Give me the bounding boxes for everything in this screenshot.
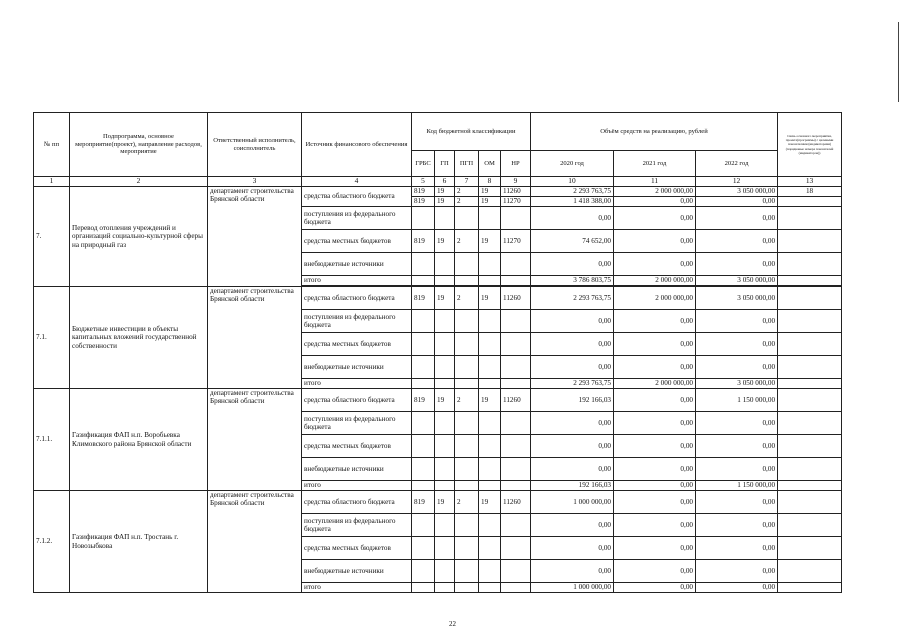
pgp-cell: 2 — [455, 197, 479, 207]
table-row — [34, 187, 842, 197]
om-cell — [479, 253, 501, 276]
indicator-link-empty — [778, 481, 842, 491]
om-cell — [479, 583, 501, 593]
amount-2022: 3 050 000,00 — [696, 276, 778, 286]
amount-2021: 0,00 — [614, 537, 696, 560]
om-cell — [479, 276, 501, 286]
header-executor: Ответственный исполнитель, соисполнитель — [208, 113, 302, 177]
amount-2021: 0,00 — [614, 310, 696, 333]
np-cell — [501, 583, 531, 593]
page-number: 22 — [449, 620, 456, 628]
np-cell: 11260 — [501, 287, 531, 310]
amount-2022: 0,00 — [696, 412, 778, 435]
amount-2021: 2 000 000,00 — [614, 287, 696, 310]
col-number: 4 — [302, 177, 412, 187]
col-number: 12 — [696, 177, 778, 187]
source-cell: поступления из федерального бюджета — [302, 412, 412, 435]
amount-2020: 0,00 — [531, 253, 614, 276]
np-cell — [501, 207, 531, 230]
grbs-cell: 819 — [412, 491, 435, 514]
col-number: 1 — [34, 177, 70, 187]
indicator-link-empty — [778, 379, 842, 389]
source-cell: внебюджетные источники — [302, 253, 412, 276]
om-cell — [479, 356, 501, 379]
amount-2020: 0,00 — [531, 310, 614, 333]
pgp-cell — [455, 356, 479, 379]
indicator-link-empty — [778, 207, 842, 230]
source-cell: внебюджетные источники — [302, 560, 412, 583]
amount-2022: 0,00 — [696, 253, 778, 276]
amount-2022: 0,00 — [696, 435, 778, 458]
grbs-cell — [412, 583, 435, 593]
source-cell: итого — [302, 481, 412, 491]
source-cell: средства областного бюджета — [302, 389, 412, 412]
amount-2021: 2 000 000,00 — [614, 379, 696, 389]
pgp-cell: 2 — [455, 491, 479, 514]
om-cell — [479, 435, 501, 458]
source-cell: средства местных бюджетов — [302, 333, 412, 356]
pgp-cell: 2 — [455, 230, 479, 253]
amount-2020: 0,00 — [531, 356, 614, 379]
gp-cell — [435, 560, 455, 583]
om-cell: 19 — [479, 197, 501, 207]
amount-2022: 0,00 — [696, 356, 778, 379]
grbs-cell — [412, 514, 435, 537]
om-cell — [479, 560, 501, 583]
grbs-cell: 819 — [412, 187, 435, 197]
item-number: 7.1. — [34, 287, 70, 389]
item-executor: департамент строительства Брянской области — [208, 491, 302, 593]
pgp-cell — [455, 412, 479, 435]
amount-2022: 3 050 000,00 — [696, 379, 778, 389]
pgp-cell — [455, 253, 479, 276]
header-np: НР — [501, 151, 531, 177]
om-cell: 19 — [479, 230, 501, 253]
column-number-row — [34, 177, 842, 187]
source-cell: средства областного бюджета — [302, 187, 412, 207]
indicator-link-empty — [778, 197, 842, 207]
om-cell: 19 — [479, 287, 501, 310]
amount-2022: 3 050 000,00 — [696, 287, 778, 310]
gp-cell — [435, 458, 455, 481]
om-cell — [479, 481, 501, 491]
pgp-cell — [455, 310, 479, 333]
grbs-cell — [412, 435, 435, 458]
np-cell — [501, 379, 531, 389]
col-number: 8 — [479, 177, 501, 187]
gp-cell — [435, 333, 455, 356]
source-cell: итого — [302, 379, 412, 389]
pgp-cell — [455, 537, 479, 560]
indicator-link-empty — [778, 276, 842, 286]
item-executor: департамент строительства Брянской области — [208, 389, 302, 491]
pgp-cell: 2 — [455, 187, 479, 197]
grbs-cell — [412, 481, 435, 491]
indicator-link-empty — [778, 514, 842, 537]
header-2021: 2021 год — [614, 151, 696, 177]
np-cell — [501, 333, 531, 356]
amount-2020: 1 000 000,00 — [531, 583, 614, 593]
pgp-cell — [455, 514, 479, 537]
header-om: ОМ — [479, 151, 501, 177]
amount-2021: 0,00 — [614, 458, 696, 481]
amount-2020: 0,00 — [531, 537, 614, 560]
pgp-cell — [455, 276, 479, 286]
grbs-cell: 819 — [412, 230, 435, 253]
header-budget-code: Код бюджетной классификации — [412, 113, 531, 151]
indicator-link-empty — [778, 333, 842, 356]
amount-2020: 2 293 763,75 — [531, 379, 614, 389]
om-cell — [479, 379, 501, 389]
pgp-cell — [455, 435, 479, 458]
header-program: Подпрограмма, основное мероприятие(проект), направление расходов, мероприятие — [70, 113, 208, 177]
grbs-cell — [412, 537, 435, 560]
amount-2022: 0,00 — [696, 583, 778, 593]
om-cell — [479, 537, 501, 560]
budget-table-container — [33, 112, 842, 593]
table-row — [34, 491, 842, 514]
gp-cell — [435, 435, 455, 458]
indicator-link-empty — [778, 560, 842, 583]
grbs-cell: 819 — [412, 287, 435, 310]
pgp-cell — [455, 481, 479, 491]
item-name: Газификация ФАП н.п. Тростань г. Новозыбкова — [70, 491, 208, 593]
page-edge-line — [898, 22, 899, 102]
source-cell: средства местных бюджетов — [302, 230, 412, 253]
amount-2020: 0,00 — [531, 435, 614, 458]
amount-2020: 1 418 388,00 — [531, 197, 614, 207]
amount-2021: 0,00 — [614, 481, 696, 491]
np-cell — [501, 276, 531, 286]
np-cell — [501, 310, 531, 333]
header-2020: 2020 год — [531, 151, 614, 177]
gp-cell — [435, 207, 455, 230]
om-cell — [479, 514, 501, 537]
amount-2020: 192 166,03 — [531, 481, 614, 491]
gp-cell — [435, 310, 455, 333]
header-source: Источник финансового обеспечения — [302, 113, 412, 177]
pgp-cell: 2 — [455, 389, 479, 412]
indicator-link-empty — [778, 435, 842, 458]
pgp-cell — [455, 333, 479, 356]
col-number: 6 — [435, 177, 455, 187]
indicator-link-empty — [778, 287, 842, 310]
col-number: 11 — [614, 177, 696, 187]
pgp-cell — [455, 207, 479, 230]
item-executor: департамент строительства Брянской области — [208, 187, 302, 287]
source-cell: внебюджетные источники — [302, 356, 412, 379]
indicator-link-empty — [778, 458, 842, 481]
om-cell: 19 — [479, 389, 501, 412]
amount-2022: 1 150 000,00 — [696, 389, 778, 412]
amount-2021: 0,00 — [614, 333, 696, 356]
item-number: 7.1.1. — [34, 389, 70, 491]
om-cell — [479, 412, 501, 435]
amount-2020: 0,00 — [531, 412, 614, 435]
pgp-cell — [455, 583, 479, 593]
amount-2020: 74 652,00 — [531, 230, 614, 253]
amount-2020: 2 293 763,75 — [531, 287, 614, 310]
item-number: 7.1.2. — [34, 491, 70, 593]
np-cell — [501, 253, 531, 276]
col-number: 3 — [208, 177, 302, 187]
item-name: Бюджетные инвестиции в объекты капитальных вложений государственной собственности — [70, 287, 208, 389]
gp-cell — [435, 412, 455, 435]
gp-cell: 19 — [435, 187, 455, 197]
indicator-link-empty — [778, 230, 842, 253]
indicator-link-empty — [778, 583, 842, 593]
amount-2021: 2 000 000,00 — [614, 187, 696, 197]
gp-cell: 19 — [435, 491, 455, 514]
header-grbs: ГРБС — [412, 151, 435, 177]
amount-2021: 0,00 — [614, 412, 696, 435]
grbs-cell — [412, 253, 435, 276]
amount-2020: 192 166,03 — [531, 389, 614, 412]
amount-2022: 0,00 — [696, 197, 778, 207]
np-cell: 11270 — [501, 230, 531, 253]
grbs-cell — [412, 458, 435, 481]
om-cell — [479, 458, 501, 481]
source-cell: поступления из федерального бюджета — [302, 207, 412, 230]
amount-2021: 0,00 — [614, 435, 696, 458]
np-cell: 11260 — [501, 389, 531, 412]
amount-2021: 0,00 — [614, 207, 696, 230]
amount-2021: 0,00 — [614, 491, 696, 514]
header-link: Связь основного мероприятия, проекта(программы) с целевыми показателями (индикаторами) (порядковые номера показателей (индикаторов)) — [778, 113, 842, 177]
gp-cell — [435, 481, 455, 491]
source-cell: средства областного бюджета — [302, 491, 412, 514]
source-cell: поступления из федерального бюджета — [302, 310, 412, 333]
pgp-cell — [455, 458, 479, 481]
indicator-link-empty — [778, 253, 842, 276]
amount-2021: 0,00 — [614, 583, 696, 593]
indicator-link-empty — [778, 537, 842, 560]
col-number: 10 — [531, 177, 614, 187]
amount-2020: 0,00 — [531, 560, 614, 583]
amount-2020: 0,00 — [531, 333, 614, 356]
om-cell — [479, 207, 501, 230]
header-2022: 2022 год — [696, 151, 778, 177]
amount-2022: 0,00 — [696, 537, 778, 560]
header-gp: ГП — [435, 151, 455, 177]
gp-cell — [435, 583, 455, 593]
table-row — [34, 389, 842, 412]
gp-cell — [435, 514, 455, 537]
grbs-cell — [412, 276, 435, 286]
gp-cell — [435, 276, 455, 286]
source-cell: средства местных бюджетов — [302, 435, 412, 458]
gp-cell — [435, 253, 455, 276]
indicator-link-empty — [778, 310, 842, 333]
grbs-cell — [412, 379, 435, 389]
grbs-cell — [412, 356, 435, 379]
source-cell: поступления из федерального бюджета — [302, 514, 412, 537]
om-cell: 19 — [479, 491, 501, 514]
amount-2022: 1 150 000,00 — [696, 481, 778, 491]
amount-2022: 0,00 — [696, 230, 778, 253]
np-cell: 11260 — [501, 491, 531, 514]
amount-2021: 0,00 — [614, 514, 696, 537]
pgp-cell — [455, 379, 479, 389]
col-number: 5 — [412, 177, 435, 187]
amount-2021: 0,00 — [614, 389, 696, 412]
indicator-link-empty — [778, 412, 842, 435]
indicator-link-empty — [778, 491, 842, 514]
source-cell: внебюджетные источники — [302, 458, 412, 481]
indicator-link-empty — [778, 356, 842, 379]
np-cell — [501, 537, 531, 560]
amount-2020: 0,00 — [531, 207, 614, 230]
amount-2020: 0,00 — [531, 458, 614, 481]
amount-2022: 0,00 — [696, 207, 778, 230]
col-number: 2 — [70, 177, 208, 187]
header-num: № пп — [34, 113, 70, 177]
amount-2022: 0,00 — [696, 333, 778, 356]
amount-2022: 0,00 — [696, 514, 778, 537]
indicator-link: 18 — [778, 187, 842, 197]
grbs-cell: 819 — [412, 389, 435, 412]
grbs-cell — [412, 310, 435, 333]
gp-cell — [435, 379, 455, 389]
item-executor: департамент строительства Брянской области — [208, 287, 302, 389]
np-cell — [501, 481, 531, 491]
om-cell: 19 — [479, 187, 501, 197]
table-row — [34, 287, 842, 310]
np-cell — [501, 514, 531, 537]
np-cell — [501, 435, 531, 458]
amount-2022: 3 050 000,00 — [696, 187, 778, 197]
np-cell — [501, 458, 531, 481]
amount-2022: 0,00 — [696, 491, 778, 514]
np-cell: 11270 — [501, 197, 531, 207]
amount-2021: 0,00 — [614, 197, 696, 207]
gp-cell — [435, 537, 455, 560]
pgp-cell: 2 — [455, 287, 479, 310]
amount-2021: 0,00 — [614, 560, 696, 583]
budget-table — [33, 112, 842, 593]
indicator-link-empty — [778, 389, 842, 412]
grbs-cell — [412, 412, 435, 435]
gp-cell: 19 — [435, 287, 455, 310]
grbs-cell — [412, 333, 435, 356]
grbs-cell: 819 — [412, 197, 435, 207]
np-cell — [501, 560, 531, 583]
om-cell — [479, 310, 501, 333]
col-number: 13 — [778, 177, 842, 187]
amount-2020: 0,00 — [531, 514, 614, 537]
amount-2020: 1 000 000,00 — [531, 491, 614, 514]
source-cell: итого — [302, 583, 412, 593]
grbs-cell — [412, 560, 435, 583]
header-pgp: ПГП — [455, 151, 479, 177]
amount-2021: 0,00 — [614, 253, 696, 276]
source-cell: средства областного бюджета — [302, 287, 412, 310]
col-number: 7 — [455, 177, 479, 187]
amount-2022: 0,00 — [696, 458, 778, 481]
amount-2021: 2 000 000,00 — [614, 276, 696, 286]
amount-2021: 0,00 — [614, 356, 696, 379]
col-number: 9 — [501, 177, 531, 187]
gp-cell — [435, 356, 455, 379]
item-number: 7. — [34, 187, 70, 287]
amount-2022: 0,00 — [696, 560, 778, 583]
source-cell: итого — [302, 276, 412, 286]
amount-2020: 2 293 763,75 — [531, 187, 614, 197]
amount-2021: 0,00 — [614, 230, 696, 253]
np-cell: 11260 — [501, 187, 531, 197]
grbs-cell — [412, 207, 435, 230]
item-name: Газификация ФАП н.п. Воробьевка Климовского района Брянской области — [70, 389, 208, 491]
amount-2020: 3 786 803,75 — [531, 276, 614, 286]
gp-cell: 19 — [435, 197, 455, 207]
gp-cell: 19 — [435, 230, 455, 253]
pgp-cell — [455, 560, 479, 583]
np-cell — [501, 356, 531, 379]
header-volume: Объём средств на реализацию, рублей — [531, 113, 778, 151]
np-cell — [501, 412, 531, 435]
gp-cell: 19 — [435, 389, 455, 412]
amount-2022: 0,00 — [696, 310, 778, 333]
om-cell — [479, 333, 501, 356]
source-cell: средства местных бюджетов — [302, 537, 412, 560]
item-name: Перевод отопления учреждений и организаций социально-культурной сферы на природный газ — [70, 187, 208, 287]
